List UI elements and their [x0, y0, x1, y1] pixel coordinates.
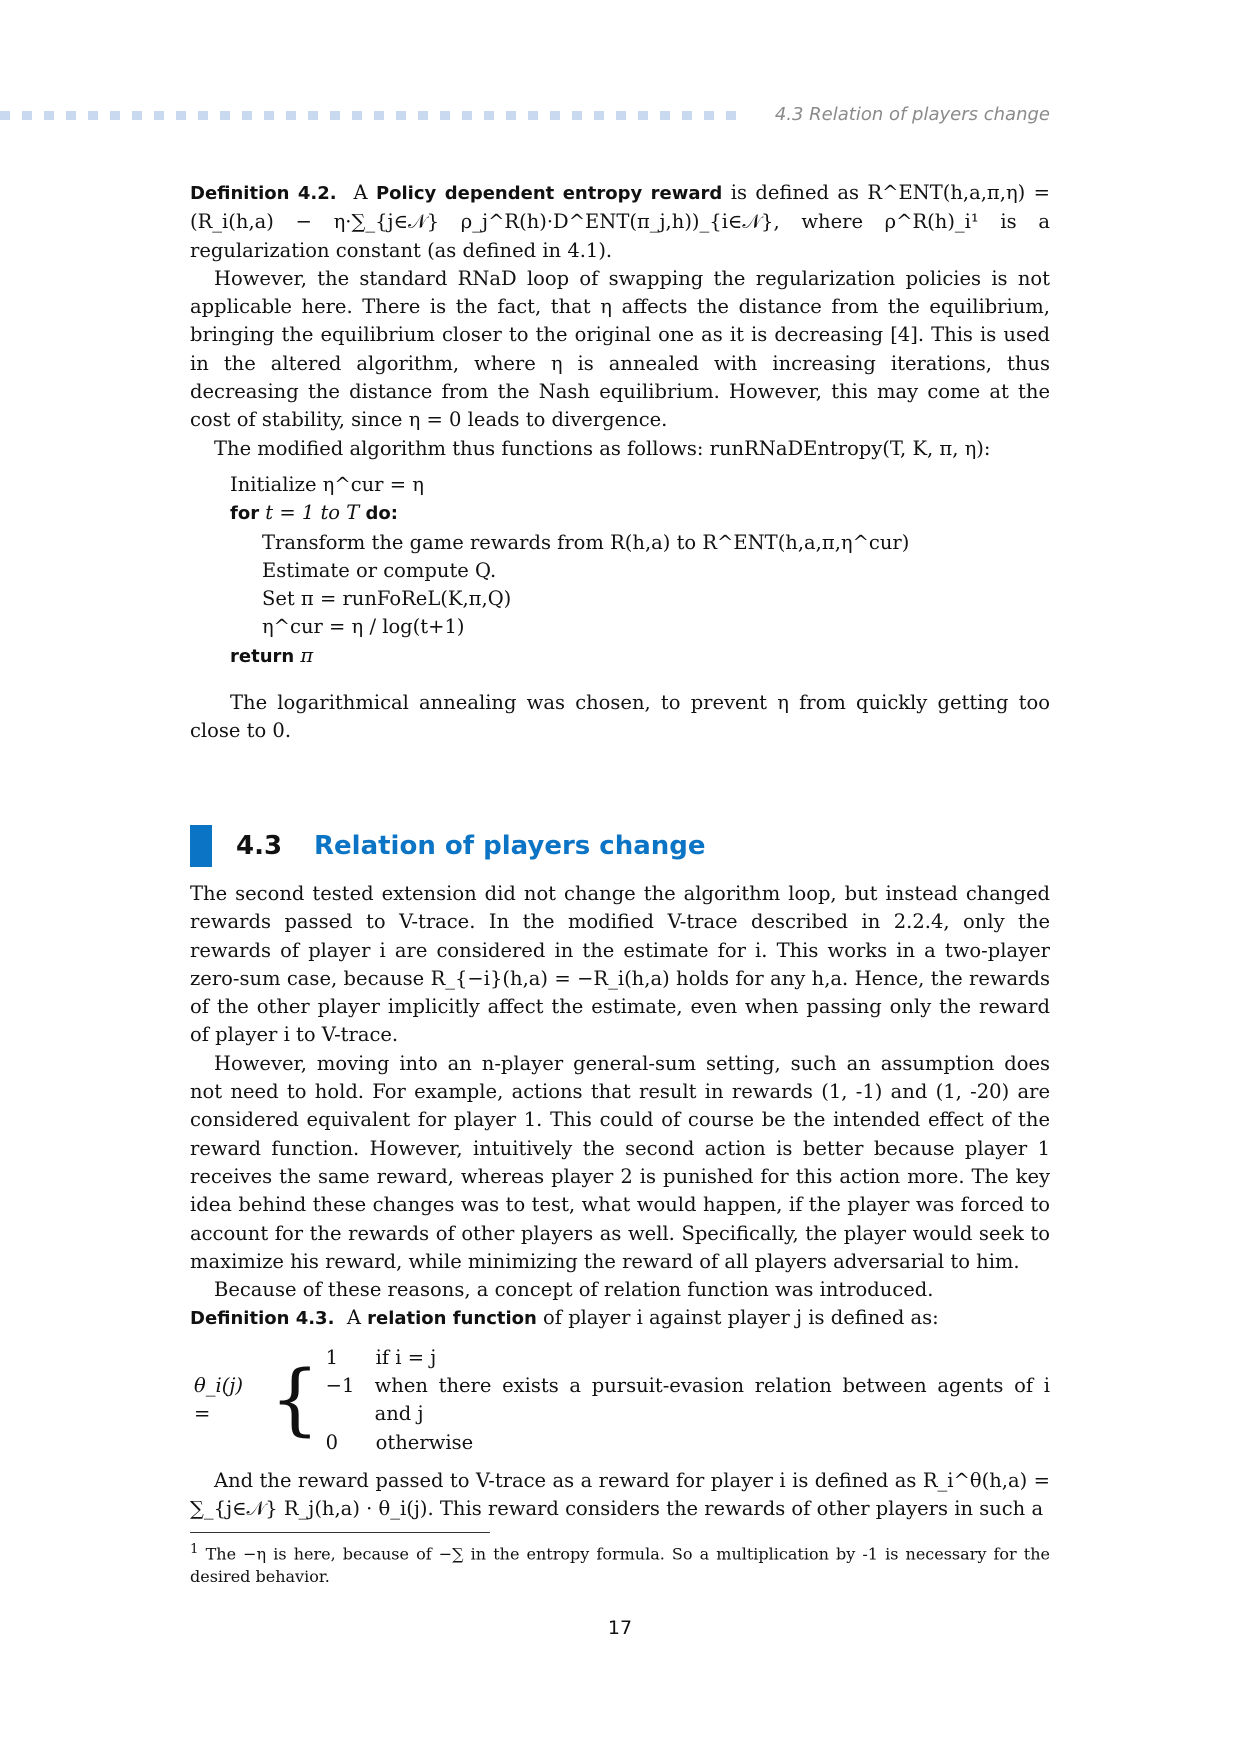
running-header: [0, 104, 1240, 126]
section-title: Relation of players change: [314, 831, 706, 861]
footnote: $^1$ The −η is here, because of −∑ in the entropy formula. So a multiplication by -1 is necessary for the desired behavior.: [190, 1542, 1050, 1587]
relation-function-cases: θ_i(j) = { 1 if i = j −1 when there exists a pursuit-evasion relation between agents of i and j 0 otherwise: [194, 1344, 1050, 1457]
section-number: 4.3: [236, 831, 283, 861]
paragraph: However, the standard RNaD loop of swapping the regularization policies is not applicable here. There is the fact, that η affects the distance from the equilibrium, bringing the equilibrium closer to the original one as it is decreasing [4]. This is used in the altered algorithm, where η is annealed with increasing iterations, thus decreasing the distance from the Nash equilibrium. However, this may come at the cost of stability, since η = 0 leads to divergence.: [190, 266, 1050, 432]
paragraph: Because of these reasons, a concept of relation function was introduced.: [214, 1278, 934, 1302]
algo-line: return π: [230, 643, 314, 667]
case-row: 1 if i = j: [325, 1345, 437, 1369]
page-number: 17: [607, 1617, 633, 1639]
algo-line: Initialize η^cur = η: [230, 472, 424, 496]
header-dotted-rule: [0, 111, 745, 120]
section-marker: [190, 825, 212, 867]
section-text: [190, 880, 1050, 1524]
case-row: −1 when there exists a pursuit-evasion relation between agents of i and j: [325, 1374, 1050, 1426]
left-brace: {: [270, 1355, 320, 1446]
section-heading: [190, 825, 1050, 867]
definition-4-2: Definition 4.2. A Policy dependent entropy reward is defined as R^ENT(h,a,π,η) = (R_i(h,a) − η·∑_{j∈𝒩} ρ_j^R(h)·D^ENT(π_j,h))_{i∈𝒩}, where ρ^R(h)_i¹ is a regularization constant (as defined in 4.1).: [190, 181, 1050, 262]
algo-line: Transform the game rewards from R(h,a) to R^ENT(h,a,π,η^cur): [262, 530, 910, 554]
paragraph: However, moving into an n-player general-sum setting, such an assumption does not need to hold. For example, actions that result in rewards (1, -1) and (1, -20) are considered equivalent for player 1. This could of course be the intended effect of the reward function. However, intuitively the second action is better because player 1 receives the same reward, whereas player 2 is punished for this action more. The key idea behind these changes was to test, what would happen, if the player was forced to account for the rewards of other players as well. Specifically, the player would seek to maximize his reward, while minimizing the reward of all players adversarial to him.: [190, 1051, 1050, 1273]
algorithm: [230, 471, 1050, 671]
footnote-rule: [190, 1532, 490, 1533]
algo-line: η^cur = η / log(t+1): [262, 615, 465, 639]
paragraph: The logarithmical annealing was chosen, to prevent η from quickly getting too close to 0.: [190, 691, 1050, 743]
paragraph: The second tested extension did not change the algorithm loop, but instead changed rewards passed to V-trace. In the modified V-trace described in 2.2.4, only the rewards of player i are considered in the estimate for i. This works in a two-player zero-sum case, because R_{−i}(h,a) = −R_i(h,a) holds for any h,a. Hence, the rewards of the other player implicitly affect the estimate, even when passing only the reward of player i to V-trace.: [190, 882, 1050, 1047]
paragraph: And the reward passed to V-trace as a reward for player i is defined as R_i^θ(h,a) = ∑_{j∈𝒩} R_j(h,a) · θ_i(j). This reward considers the rewards of other players in such a: [190, 1468, 1050, 1521]
paragraph: The modified algorithm thus functions as follows: runRNaDEntropy(T, K, π, η):: [214, 436, 991, 460]
upper-text: [190, 179, 1050, 746]
algo-line: Set π = runFoReL(K,π,Q): [262, 587, 512, 611]
case-row: 0 otherwise: [325, 1430, 474, 1454]
algo-line: for t = 1 to T do:: [230, 501, 398, 525]
definition-4-3: Definition 4.3. A relation function of player i against player j is defined as:: [190, 1306, 939, 1330]
running-title: 4.3 Relation of players change: [774, 104, 1050, 125]
algo-line: Estimate or compute Q.: [262, 558, 497, 582]
